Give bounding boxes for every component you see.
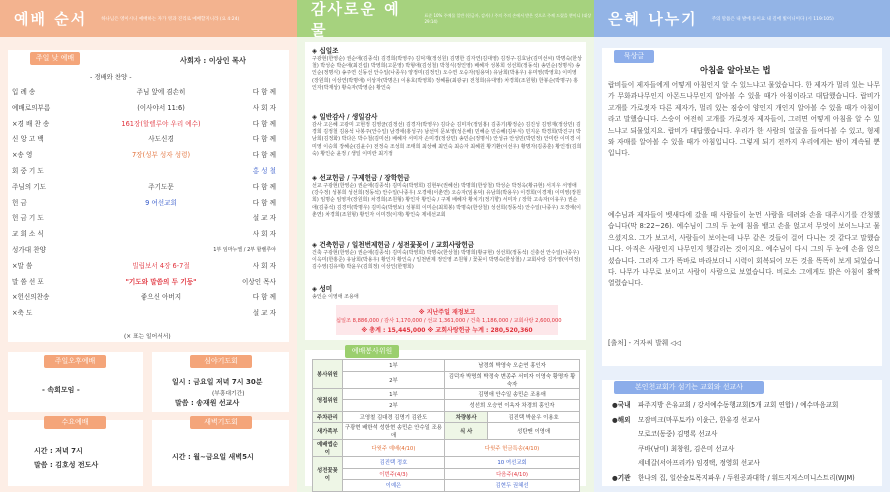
worship-order-column	[0, 0, 297, 492]
table-row: 성전꽃꽂이 김진택 정호 10 여선교회	[313, 457, 580, 469]
worship-row-content: 사도신경	[148, 135, 174, 144]
worship-row-item: 신 앙 고 백	[12, 135, 44, 144]
night-period: (부흥대기간)	[212, 391, 245, 397]
presider: 사회자 : 이상인 목사	[180, 56, 246, 65]
offering-section-names: 구광현(한영순) 권순애(김종석) 김경희(박영주) 김덕재(정성원) 김명한 김자연(김대영) 김정구·김효남(김미선씨) 박명숙(한상철) 박성순 박순애(최진섭) 박영희(고문영) 박형애(김성철) 박청식(정인영) 배혜자 성봉희 성선희(정동석) 송민순(정명식) 송인순(정명식) 송주연 신동선 안수일(나종우) 양정미(김정인) 오수연 오승자(임용덕) 유남희(박용우) 유미영(박영호) 이미영(장원희) 이상연(박명애) 이상자(박명은) 이용호(박영희) 정혜률(최광규) 전청희(유대영) 차경희(조원형) 한봉순(박명구) 홍인자(박재상) 황숙자(박영순) 황인숙	[312, 56, 582, 91]
offering-section	[312, 111, 582, 158]
worship-row	[12, 291, 284, 304]
offerings-header	[297, 0, 594, 37]
wednesday-time: 시간 : 저녁 7시	[34, 447, 83, 455]
volunteers-table	[312, 359, 580, 492]
worship-row-content: 주기도문	[148, 182, 174, 191]
worship-row	[12, 276, 284, 289]
worship-row	[12, 197, 284, 210]
grace-verse: 주의 말씀은 내 발에 등이요 내 길에 빛이니이다 (시 119:105)	[711, 16, 834, 22]
wednesday-tag: 수요예배	[44, 416, 106, 429]
offering-section	[312, 283, 582, 301]
worship-row-content: 7장(성부 성자 성령)	[131, 151, 191, 160]
worship-row	[12, 260, 284, 273]
worship-row-item: 예배로의부름	[12, 103, 51, 112]
finance-title: ※ 지난주일 재정보고	[418, 309, 476, 316]
grace-title: 은혜 나누기	[608, 10, 698, 28]
worship-row-leader: 다 함 께	[252, 88, 276, 96]
offering-section-title: ◈ 성미	[312, 285, 333, 293]
worship-row-leader: 다 함 께	[252, 119, 276, 128]
essay-paragraph-2: 예수님과 제자들이 벳새다에 갔을 때 사람들이 눈먼 사람을 데려와 손을 대주시기를 간청했습니다(막 8:22~26). 예수님이 그의 두 눈에 침을 뱉고 손을 얹고서 무엇이 보이느냐고 물으셨지요. 그가 보고서, 사람들이 보이는데 나무 같은 것들이 걸어 다니는 것 같다고 말했습니다. 아직은 사람인지 나무인지 헷갈리는 것이지요. 예수님이 다시 그의 두 눈에 손을 얹으셨습니다. 그러자 그가 똑바로 바라보더니 시력이 회복되어 모든 것을 똑똑히 보게 되었습니다. 나무가 나무로 보이고 사람이 사람으로 보였습니다. 비로소 그에게도 밝은 아침이 활짝 열렸습니다.	[608, 211, 880, 288]
worship-row-content: (이사야서 11:6)	[137, 103, 185, 112]
worship-row-item: ×송 영	[12, 151, 33, 160]
essay-paragraph-1: 랍비들이 제자들에게 어떻게 아침인지 알 수 있느냐고 물었습니다. 한 제자가 멀리 있는 나무가 무화과나무인지 아몬드나무인지 알아볼 수 있을 때가 아침이라고 대답했습니다. 랍비가 고개를 가로젓자 다른 제자가, 멀리 있는 짐승이 양인지 개인지 알아볼 수 있을 때가 아침이라고 말했습니다. 스승이 여전히 고개를 가로젓자 제자들이, 그러면 어떻게 아침을 알 수 있느냐고 되물었지요. 랍비가 대답했습니다. 우리가 한 사람의 얼굴을 들여다볼 수 있고, 형제와 자매를 알아볼 수 있을 때가 아침입니다. 그렇게 되기 전까지 우리에게는 밤이 계속될 뿐입니다.	[608, 81, 880, 158]
sunday-service-tag: 주일 낮 예배	[30, 52, 80, 65]
offering-section-names: 건축 구광현(한영순) 권순애(김종석) 김미숙(박영희) 박명숙(한상철) 박명희(황규현) 성선희(정동석) 신충선 안수일(나종우) 이옥미(한홍준) 유남희(박용우) 황인자 황인숙 / 일천번제 정인영 조원형 / 꽃꽂이 박명숙(한상철) / 교회사랑 김가영(이미정) 김수영(김유태) 박윤우(김희정) 이상인(한명희)	[312, 250, 581, 271]
worship-row-leader: 사 회 자	[252, 103, 276, 112]
worship-row-content: 161장(할렐루야 우리 예수)	[121, 119, 201, 128]
standing-note: (× 표는 일어서서)	[124, 334, 171, 340]
table-row: 봉사위원 1부 남경희 박영숙 오순연 홍인자	[313, 360, 580, 372]
prelude: - 경배와 찬양 -	[90, 73, 132, 81]
mission-category: ●기관	[612, 473, 631, 482]
table-row: 새가족부 구광현 배한석 성한현 송민순 안수일 조용애 식 사 성탄맨 이영애	[313, 423, 580, 440]
grace-header	[594, 0, 890, 37]
night-prayer-tag: 심야기도회	[190, 355, 252, 368]
afternoon-text: - 속회모임 -	[42, 386, 80, 394]
worship-order-header	[0, 0, 297, 37]
worship-row	[12, 118, 284, 131]
worship-row-content: "기도와 말씀의 두 기둥"	[125, 277, 197, 286]
worship-row	[12, 244, 284, 257]
meditation-tag: 묵상글	[614, 50, 654, 63]
offering-section	[312, 239, 582, 272]
offerings-title: 감사로운 예물	[311, 0, 401, 39]
wednesday-preacher: 말씀 : 김호성 전도사	[34, 461, 99, 469]
worship-row-leader: 다 함 께	[252, 135, 276, 144]
worship-row-item: 교 회 소 식	[12, 230, 44, 239]
essay-title: 아침을 알아보는 법	[700, 65, 771, 75]
worship-row	[12, 165, 284, 178]
mission-detail: 모잠비크(마푸토카) 이윤근, 한유경 선교사	[638, 415, 760, 424]
finance-box	[336, 305, 562, 335]
finance-sums: 십일조 8,886,000 / 감사 1,170,000 / 선교 1,361,000 / 건축 1,186,000 / 교회사랑 2,600,000	[336, 318, 562, 324]
worship-row-leader: 다 함 께	[252, 151, 276, 160]
worship-row	[12, 212, 284, 225]
mission-detail: 한나의 집, 일산숲토목지파우 / 두원공과대학 / 워드지저스미니스트리(WJM)	[638, 473, 855, 482]
worship-row	[12, 307, 284, 320]
mission-detail: 세네갈(서아프리카) 임경택, 정영희 선교사	[638, 459, 760, 467]
offering-section-names: 송인순 이영애 조용애	[312, 294, 359, 300]
table-row: 2부 성선희 오승연 이옥자 차경희 홍인자	[313, 400, 580, 412]
table-row: 예배앱순이 다윗주 예배(4/10) 다윗주 헌금특송(4/10)	[313, 440, 580, 457]
worship-row-item: 말 씀 선 포	[12, 277, 44, 286]
worship-row-leader: 설 교 자	[252, 309, 276, 318]
mission-row	[612, 472, 880, 482]
worship-row	[12, 149, 284, 162]
afternoon-tag: 주일오후예배	[44, 355, 106, 368]
worship-row	[12, 228, 284, 241]
worship-row-content: 9 여선교회	[145, 198, 177, 207]
dawn-time: 시간 : 월~금요일 새벽5시	[172, 453, 254, 461]
mission-category: ●국내	[612, 401, 631, 409]
offering-section	[312, 172, 582, 219]
worship-row	[12, 181, 284, 194]
finance-total: ※ 총계 : 15,445,000 ※ 교회사랑헌금 누계 : 280,520,360	[361, 327, 533, 334]
mission-detail: 파주지방 은유교회 / 강서예수동행교회(5개 교회 연합) / 예수마음교회	[638, 401, 839, 409]
worship-row-item: 헌 금	[12, 198, 27, 207]
mission-row	[612, 399, 880, 409]
mission-row	[612, 457, 880, 467]
volunteers-tag: 예배봉사위원	[345, 345, 399, 358]
offering-section-names: 감사 고은혜 고광미 고현정 김영균(김정선) 김경자(박영우) 김다순 김미자(정임홍) 김종기(황정순) 김진성 김영재(정상민) 김경희 김정철 김용석 나봉주(안수일) 남경애(홍성구) 남선미 문보영(성은해) 민혜순 민승혜(김두식) 민지운 박경희(박진구) 박남희(김정화) 박다은 박수철(김미선) 배혜자 서미자 손미경(정상민) 송민순(정명식) 안성규 안성민(박민정) 안미란 이미경 이미영 이승희 장혜순(김윤수) 전정숙 조성희 조태희 최상혜 최인숙 최승자 최혜원 황기환(이선우) 황명자(김종훈) 황인정(김희숙) 황인순 윤정 / 생일 이미란 최기정	[312, 122, 582, 157]
worship-row-item: ×말 씀	[12, 261, 33, 270]
offering-section-title: ◈ 선교헌금 / 구제헌금 / 장학헌금	[312, 174, 410, 182]
worship-row	[12, 102, 284, 115]
worship-row-leader: 홍 성 철	[252, 167, 276, 175]
worship-row-leader: 사 회 자	[252, 230, 276, 239]
worship-row-leader: 이상인 목사	[242, 277, 276, 286]
worship-row-item: ×축 도	[12, 309, 33, 318]
offering-section	[312, 45, 582, 92]
worship-row-leader: 사 회 자	[252, 261, 276, 270]
mission-detail: 모로코(동중) 김명록 선교사	[638, 430, 718, 438]
table-row: 이번주(4/3) 다음주(4/10)	[313, 468, 580, 480]
table-row: 2부 김덕자 박명희 박정숙 변종주 서미자 이영숙 황명자 황숙자	[313, 371, 580, 388]
offerings-verse: 표준 10% 주예물 일반 (헌금자, 감사) / 주의 주의 손에서 받은 것으로 주께 드렸을 뿐이니 (대상 29:14)	[424, 13, 592, 24]
worship-row-item: 입 례 송	[12, 88, 36, 96]
worship-row-content: 빌립보서 4장 6-7절	[132, 261, 190, 270]
offering-section-title: ◈ 일반감사 / 생일감사	[312, 113, 378, 121]
worship-row-content: 주님 앞에 겸손히	[136, 88, 186, 96]
night-preacher: 말씀 : 송재원 선교사	[175, 399, 240, 407]
worship-row	[12, 133, 284, 146]
night-time: 일시 : 금요일 저녁 7시 30분	[172, 378, 263, 386]
offering-section-title: ◈ 건축헌금 / 일천번제헌금 / 성전꽃꽂이 / 교회사랑헌금	[312, 241, 475, 249]
mission-detail: 쿠바(남미) 최창원, 김은미 선교사	[638, 444, 735, 453]
dawn-tag: 새벽기도회	[190, 416, 252, 429]
worship-order-title: 예배 순서	[14, 10, 88, 28]
worship-row-item: 헌 금 기 도	[12, 214, 44, 223]
worship-row-item: 주님의 기도	[12, 182, 46, 191]
mission-row	[612, 428, 880, 438]
worship-row-content: 좋으신 아버지	[140, 293, 182, 302]
mission-row	[612, 414, 880, 424]
worship-row-leader: 다 함 께	[252, 182, 276, 191]
worship-order-verse: 하나님은 영이시니 예배하는 자가 영과 진리로 예배할지니라 (요 4:24)	[101, 16, 240, 22]
worship-row-leader: 설 교 자	[252, 214, 276, 223]
worship-row-leader: 다 함 께	[252, 198, 276, 207]
table-row: 이예은 김현두 권혜선	[313, 480, 580, 492]
worship-row-item: 성가대 찬양	[12, 246, 46, 254]
mission-row	[612, 443, 880, 453]
offering-section-title: ◈ 십일조	[312, 47, 339, 55]
worship-row-item: ×경 배 찬 송	[12, 119, 50, 128]
worship-row-leader: 다 함 께	[252, 293, 276, 302]
worship-row-leader: 1부 임마누엘 / 2부 할렐루야	[213, 247, 276, 253]
essay-source: [출처] - 겨자씨 발췌 ◁◁	[608, 339, 681, 347]
mission-category: ●해외	[612, 415, 631, 424]
worship-row	[12, 86, 284, 99]
worship-row-item: ×헌신의찬송	[12, 293, 50, 302]
table-row: 영접위원 1부 김명애 안수일 송민순 조용애	[313, 388, 580, 400]
table-row: 주차관리 고영철 김대경 김명기 김완도 차량봉사 김진택 박윤우 이용호	[313, 411, 580, 423]
missions-tag: 본인천교회가 섬기는 교회와 선교사	[614, 381, 764, 394]
offering-section-names: 선교 구광현(한영순) 권순애(김종석) 김미숙(박영희) 김현두(권혜선) 박명희(한상철) 박성순 박정옥(황규현) 서지우 서영애(강수정) 성봉희 성선희(정동석) 안수일(나종우) 오경애(이춘연) 오승자(임용덕) 유남희(박용우) 이경희(이경재) 이미영(장원희) 임명순 임영자(장원희) 차경희(조원형) 황인자 황인숙 / 구제 배혜자 황치기(정기향) 서미자 / 장학 고속자(이유우) 권순애(김종석) 김경미(박명우) 김미숙(박영보) 성봉희 이미순(최희봉) 박명숙(한상철) 성선희(정동석) 안수일(나종우) 오경애(이춘연) 차경희(조원형) 황인자 이미경(이재) 황인숙 제네선교회	[312, 183, 581, 218]
worship-row-item: 회 중 기 도	[12, 167, 44, 175]
